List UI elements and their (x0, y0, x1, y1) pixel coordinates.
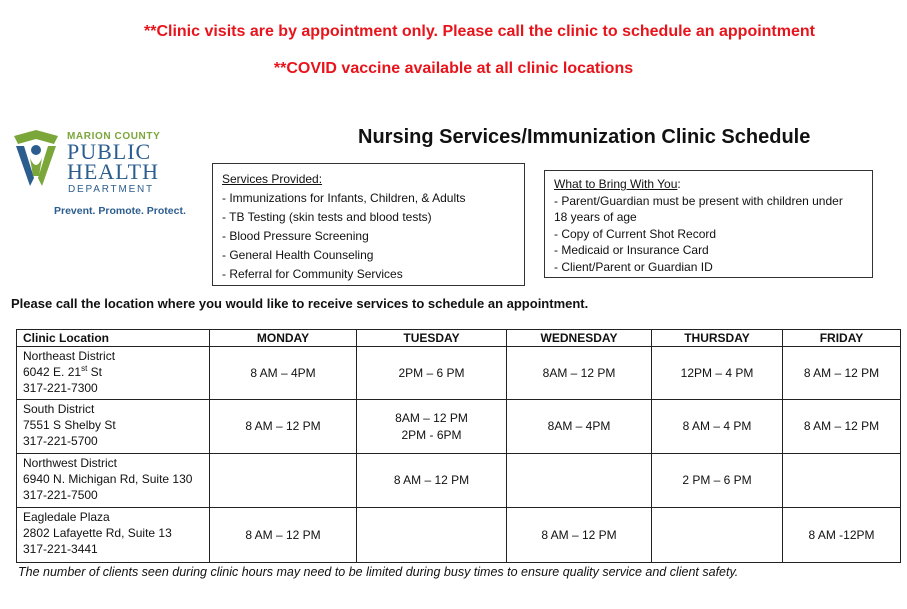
hours-cell (652, 400, 783, 454)
hours-text: 8 AM – 12 PM (393, 473, 470, 487)
hours-text: 8 AM – 12 PM (245, 527, 321, 542)
hours-cell (210, 454, 357, 508)
clinic-address-number: 6042 E. 21 (23, 365, 82, 379)
table-row (17, 400, 901, 454)
covid-notice: **COVID vaccine available at all clinic locations (273, 60, 634, 77)
hours-text: 8 AM – 12 PM (541, 527, 617, 542)
clinic-location-cell (17, 508, 210, 563)
clinic-name: Eagledale Plaza (23, 510, 110, 524)
clinic-name: Northwest District (23, 456, 118, 470)
clinic-phone: 317-221-7500 (23, 488, 98, 502)
logo-mark-icon (10, 128, 62, 188)
service-item: - Immunizations for Infants, Children, & Adults (222, 191, 466, 205)
bring-item: - Copy of Current Shot Record (554, 226, 717, 241)
header-monday: MONDAY (210, 330, 357, 347)
table-header-row (17, 330, 901, 347)
page-title: Nursing Services/Immunization Clinic Schedule (358, 126, 811, 148)
hours-cell (507, 400, 652, 454)
clinic-location-cell (17, 454, 210, 508)
logo-health-text: HEALTH (67, 159, 159, 184)
hours-text: 8AM – 4PM (547, 419, 611, 433)
hours-text: 8 AM – 4PM (250, 365, 316, 380)
bring-item: - Client/Parent or Guardian ID (554, 259, 713, 274)
table-row (17, 508, 901, 563)
services-heading: Services Provided: (222, 172, 323, 186)
hours-cell (210, 400, 357, 454)
bring-heading: What to Bring With You (554, 177, 678, 191)
header-tuesday: TUESDAY (357, 330, 507, 347)
hours-text: 2PM - 6PM (401, 427, 462, 442)
clinic-schedule-table (16, 329, 901, 563)
hours-text: 8AM – 12 PM (542, 365, 616, 380)
clinic-address (23, 364, 209, 380)
hours-cell (357, 347, 507, 400)
clinic-name: South District (23, 402, 95, 416)
footnote: The number of clients seen during clinic hours may need to be limited during busy times to ensure quality service and client safety. (18, 565, 739, 579)
hours-cell (783, 508, 901, 563)
hours-text: 8AM – 12 PM (395, 410, 468, 425)
clinic-address: 7551 S Shelby St (23, 418, 116, 432)
header-clinic-location: Clinic Location (17, 330, 210, 347)
hours-text: 8 AM – 4 PM (682, 419, 752, 433)
clinic-address-ordinal: st (81, 364, 88, 373)
hours-cell (210, 347, 357, 400)
clinic-phone: 317-221-3441 (23, 542, 98, 556)
logo-county-text: MARION COUNTY (67, 131, 161, 142)
bring-item: - Parent/Guardian must be present with children under (554, 193, 843, 208)
clinic-address: 2802 Lafayette Rd, Suite 13 (23, 526, 172, 540)
clinic-name: Northeast District (23, 349, 116, 363)
service-item: - Blood Pressure Screening (222, 229, 369, 243)
header-wednesday: WEDNESDAY (507, 330, 652, 347)
call-instruction: Please call the location where you would like to receive services to schedule an appointment. (11, 296, 589, 311)
hours-cell (652, 454, 783, 508)
header-thursday: THURSDAY (652, 330, 783, 347)
appointment-notice: **Clinic visits are by appointment only. Please call the clinic to schedule an appointment (144, 23, 815, 40)
hours-cell (357, 454, 507, 508)
hours-text: 8 AM – 12 PM (803, 419, 880, 433)
hours-cell (210, 508, 357, 563)
logo-tagline: Prevent. Promote. Protect. (54, 205, 186, 217)
bring-heading-line (554, 176, 863, 193)
clinic-address: 6940 N. Michigan Rd, Suite 130 (23, 472, 193, 486)
hours-cell (507, 347, 652, 400)
bring-item: - Medicaid or Insurance Card (554, 243, 709, 258)
hours-cell (783, 454, 901, 508)
hours-cell (507, 454, 652, 508)
what-to-bring-box (544, 170, 873, 278)
table-row (17, 454, 901, 508)
hours-text: 8 AM -12PM (808, 527, 875, 542)
service-item: - Referral for Community Services (222, 267, 403, 281)
bring-item: 18 years of age (554, 210, 637, 225)
hours-cell (652, 347, 783, 400)
clinic-phone: 317-221-7300 (23, 381, 98, 395)
hours-text: 8 AM – 12 PM (245, 419, 321, 433)
service-item: - TB Testing (skin tests and blood tests) (222, 210, 432, 224)
service-item: - General Health Counseling (222, 248, 374, 262)
clinic-phone: 317-221-5700 (23, 434, 98, 448)
bring-heading-colon: : (677, 177, 681, 191)
logo-department-text: DEPARTMENT (68, 184, 154, 195)
hours-cell (507, 508, 652, 563)
hours-cell (357, 400, 507, 454)
hours-cell (652, 508, 783, 563)
services-provided-box (212, 163, 525, 286)
hours-cell (783, 400, 901, 454)
hours-cell (783, 347, 901, 400)
hours-cell (357, 508, 507, 563)
logo-public-text: PUBLIC (67, 139, 152, 164)
clinic-address-street: St (87, 365, 102, 379)
hours-text: 12PM – 4 PM (680, 365, 754, 380)
hours-text: 2PM – 6 PM (398, 365, 465, 380)
hours-text: 2 PM – 6 PM (682, 473, 752, 487)
health-department-logo (10, 128, 190, 223)
header-friday: FRIDAY (783, 330, 901, 347)
table-row (17, 347, 901, 400)
clinic-location-cell (17, 400, 210, 454)
clinic-location-cell (17, 347, 210, 400)
hours-text: 8 AM – 12 PM (803, 365, 880, 380)
